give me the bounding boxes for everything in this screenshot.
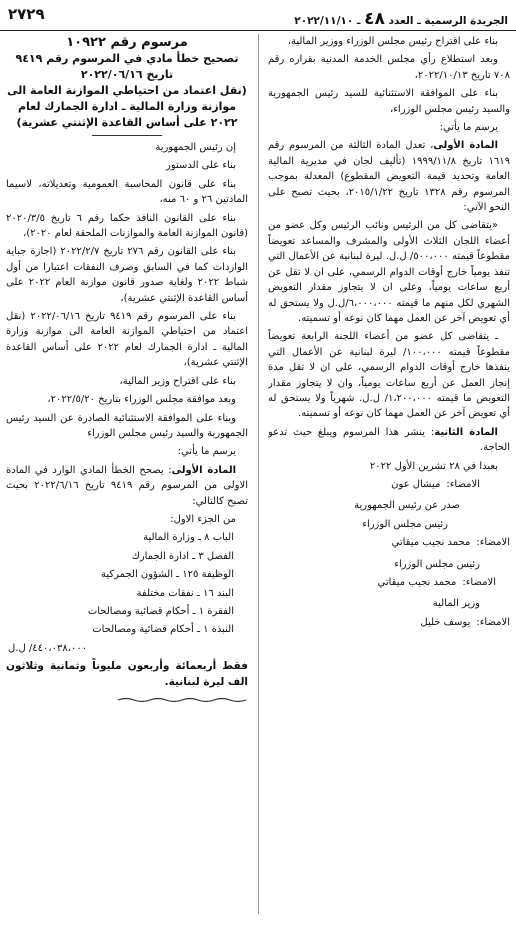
list-item: الفصل ٣ ـ ادارة الجمارك (131, 550, 234, 562)
title-rule (92, 135, 162, 136)
paragraph: وبناء على الموافقة الاستثنائية الصادرة عن السيد رئيس الجمهورية والسيد رئيس مجلس الوزراء (6, 412, 248, 439)
journal-title (294, 9, 508, 29)
article-text: : يصحح الخطأ المادي الوارد في المادة الاولى من المرسوم رقم ٩٤١٩ تاريخ ٢٠٢٢/٦/١٦ بحيث تصبح كالتالي: (6, 464, 248, 507)
article-text: ، تعدل المادة الثالثة من المرسوم رقم ١٦١٩ تاريخ ١٩٩٩/١١/٨ (تأليف لجان في مديرية المالية العامة وتحديد قيمة التعويض المقطوع) المعدلة بموجب المرسوم رقم ١٣٢٨ تاريخ ٢٠١٥/١/٢٢، بحيث تصبح على النحو الآتي: (268, 140, 510, 214)
list-item: النبذة ١ ـ أحكام قضائية ومصالحات (92, 624, 234, 636)
list-item: البند ١٦ ـ نفقات مختلفة (136, 587, 234, 599)
amount-in-words: فقط أربعمائة وأربعون مليوناً وثمانية وثلاثون الف ليرة لبنانية. (6, 660, 248, 688)
signature-line (268, 575, 510, 590)
paragraph: يرسم ما يأتي: (439, 122, 498, 134)
role-title: رئيس مجلس الوزراء (394, 558, 480, 570)
signature-line (268, 535, 510, 550)
role-title: رئيس مجلس الوزراء (362, 518, 448, 530)
decree-title: تصحيح خطأ مادي في المرسوم رقم ٩٤١٩ (15, 52, 239, 65)
wavy-divider (118, 697, 248, 703)
paragraph: بناء على الدستور (166, 160, 236, 172)
paragraph: بناء على القانون رقم ٢٧٦ تاريخ ٢٠٢٢/٢/٧ (اجازة جباية الواردات كما في السابق وصرف النفقات اعتبارا من أول شباط ٢٠٢٢ ولغاية صدور قانون موازنة العام ٢٠٢٢ على أساس القاعدة الإثنتي عشرية)، (6, 246, 248, 304)
article-label: المادة الثانية (434, 426, 498, 438)
article-label: المادة الأولى (171, 464, 236, 476)
signature-label: الامضاء: (476, 616, 510, 628)
paragraph: بناء على اقتراح رئيس مجلس الوزراء ووزير المالية، (287, 36, 498, 47)
paragraph: بناء على قانون المحاسبة العمومية وتعديلاته، لاسيما المادتين ٢٦ و ٦٠ منه، (6, 178, 248, 206)
list-item: الوظيفة ١٢٥ ـ الشؤون الجمركية (101, 569, 234, 581)
article-1 (268, 138, 510, 215)
quote-paragraph: ـ يتقاضى كل عضو من أعضاء اللجنة الرابعة تعويضاً مقطوعاً قيمته ١٠٠،٠٠٠/ ليرة لبنانية عن الأعمال التي ينفذها خارج أوقات الدوام الرسمي، على ان لا تقل مدة إنجاز العمل عن أربع ساعات يومياً، وان لا يتجاوز مقدار التعويض ما قيمته ١،٢٠٠،٠٠٠/ ل.ل. شهرياً ولا يستحق له أي تعويض آخر عن العمل مهما كان نوعه أو تسميته. (268, 331, 510, 420)
issue-date: ـ ٢٠٢٢/١١/١٠ (294, 15, 361, 27)
journal-name: الجريدة الرسمية ـ العدد (388, 15, 508, 27)
list-item: الباب ٨ ـ وزارة المالية (143, 532, 234, 544)
paragraph: يرسم ما يأتي: (177, 446, 236, 458)
amount: ٤٤٠،٠٣٨،٠٠٠/ ل.ل (8, 642, 88, 654)
issued-by: صدر عن رئيس الجمهورية (354, 500, 460, 512)
decree-title-block (6, 34, 248, 136)
signature-name: يوسف خليل (420, 616, 471, 628)
signature-line (268, 477, 510, 492)
paragraph: بناء على المرسوم رقم ٩٤١٩ تاريخ ٢٠٢٢/٠٦/١٦ (نقل اعتماد من احتياطي الموازنة العامة الى موازنة وزارة المالية ـ ادارة الجمارك لعام ٢٠٢٢ على أساس القاعدة الإثنتي عشرية)، (6, 311, 248, 369)
role-title: وزير المالية (432, 598, 480, 610)
dated-line: بعبدا في ٢٨ تشرين الأول ٢٠٢٢ (369, 460, 498, 472)
list-heading: من الجزء الاول: (170, 513, 236, 525)
paragraph: وبعد استطلاع رأي مجلس الخدمة المدنية بقراره رقم ٧٠٨ تاريخ ٢٠٢٢/١٠/١٣، (268, 54, 510, 81)
signature-label: الامضاء: (476, 537, 510, 549)
decree-title-date: تاريخ ٢٠٢٢/٠٦/١٦ (80, 68, 174, 81)
signature-label: الامضاء: (446, 478, 480, 490)
article-text: : ينشر هذا المرسوم ويبلغ حيث تدعو الحاجة. (268, 426, 510, 454)
paragraph: بناء على القانون النافذ حكما رقم ٦ تاريخ ٢٠٢٠/٣/٥ (قانون الموازنة العامة والموازنات الملحقة لعام ٢٠٢٠)، (6, 212, 248, 240)
paragraph: وبعد موافقة مجلس الوزراء بتاريخ ٢٠٢٢/٥/٢٠، (47, 394, 236, 406)
paragraph: بناء على اقتراح وزير المالية، (119, 375, 236, 387)
column-divider (258, 34, 259, 914)
signature-name: ميشال عون (391, 478, 441, 490)
page-header (0, 0, 516, 31)
page-number: ٢٧٢٩ (8, 5, 45, 23)
article-2 (268, 425, 510, 456)
decree-subject: (نقل اعتماد من احتياطي الموازنة العامة الى موازنة وزارة المالية ـ ادارة الجمارك لعام ٢٠٢٢ على أساس القاعدة الإثنتي عشرية) (7, 84, 247, 129)
decree-number: مرسوم رقم ١٠٩٢٢ (66, 35, 188, 50)
issue-number: ٤٨ (364, 9, 385, 29)
list-item: الفقرة ١ ـ أحكام قضائية ومصالحات (87, 605, 234, 617)
article-1 (6, 463, 248, 509)
paragraph: بناء على الموافقة الاستثنائية للسيد رئيس الجمهورية والسيد رئيس مجلس الوزراء، (268, 88, 510, 115)
right-column (268, 34, 510, 916)
left-column (6, 34, 248, 916)
quote-paragraph: «يتقاضى كل من الرئيس ونائب الرئيس وكل عضو من أعضاء اللجان الثلاث الأولى والمشرف والمساعد تعويضاً مقطوعاً قيمته ٥٠٠،٠٠٠/ ل.ل. ليرة لبنانية عن الأعمال التي تنفذ يومياً خارج أوقات الدوام الرسمي، على ان لا تقل عن أربع ساعات يومياً، وعلى ان لا يتجاوز مقدار التعويض الشهري لكل منهم ما قيمته ٦،٠٠٠،٠٠٠/ل.ل ولا يستحق له أي تعويض آخر عن العمل مهما كان نوعه أو تسميته. (268, 220, 510, 324)
signature-label: الامضاء: (462, 577, 496, 588)
signature-name: محمد نجيب ميقاتي (391, 537, 471, 549)
article-label: المادة الأولى (433, 140, 498, 152)
signature-name: محمد نجيب ميقاتي (377, 577, 457, 588)
paragraph: إن رئيس الجمهورية (155, 142, 236, 153)
signature-line (268, 615, 510, 630)
